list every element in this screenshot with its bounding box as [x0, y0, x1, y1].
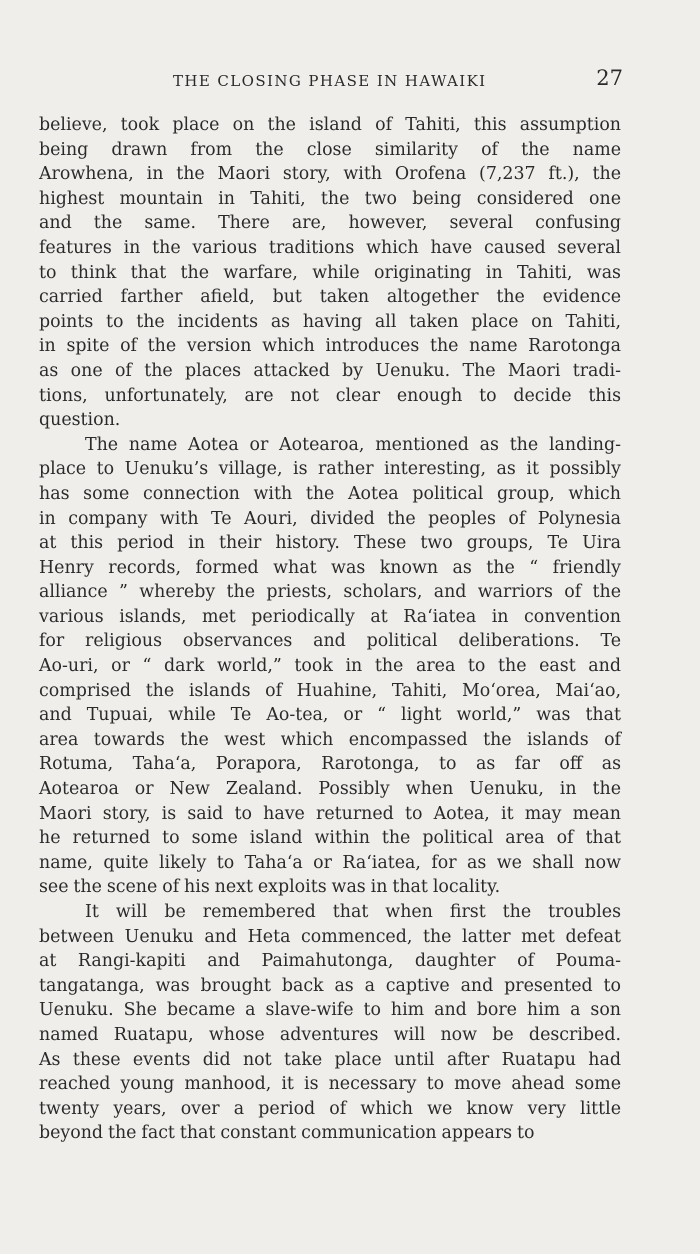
text-line: name, quite likely to Taha‘a or Ra‘iatea, for as we shall now	[39, 852, 621, 873]
text-line: various islands, met periodically at Ra‘iatea in convention	[39, 606, 621, 627]
text-line: in company with Te Aouri, divided the peoples of Polynesia	[39, 508, 621, 529]
text-line: in spite of the version which introduces the name Rarotonga	[39, 336, 621, 357]
text-line: question.	[39, 410, 121, 431]
text-line: alliance ” whereby the priests, scholars, and warriors of the	[39, 582, 621, 603]
text-line: for religious observances and political deliberations. Te	[39, 631, 621, 652]
text-line: carried farther afield, but taken altogether the evidence	[39, 287, 621, 308]
text-line: at Rangi-kapiti and Paimahutonga, daughter of Pouma-	[39, 951, 621, 972]
text-line: comprised the islands of Huahine, Tahiti, Mo‘orea, Mai‘ao,	[39, 680, 621, 701]
text-line: believe, took place on the island of Tahiti, this assumption	[39, 115, 621, 135]
text-line: Uenuku. She became a slave-wife to him and bore him a son	[39, 1000, 621, 1021]
text-line: twenty years, over a period of which we know very little	[39, 1098, 621, 1119]
running-title: THE CLOSING PHASE IN HAWAIKI	[173, 72, 487, 90]
paragraph	[39, 900, 621, 1146]
text-line: Henry records, formed what was known as the “ friendly	[39, 557, 621, 578]
text-line: beyond the fact that constant communication appears to	[39, 1123, 535, 1144]
text-line: It will be remembered that when first the troubles	[85, 902, 621, 922]
text-line: place to Uenuku’s village, is rather interesting, as it possibly	[39, 459, 621, 480]
text-line: at this period in their history. These two groups, Te Uira	[39, 533, 621, 554]
text-line: points to the incidents as having all taken place on Tahiti,	[39, 311, 621, 332]
paragraph	[39, 113, 621, 433]
text-line: As these events did not take place until after Ruatapu had	[39, 1049, 621, 1070]
running-head	[39, 64, 625, 94]
text-line: Ao-uri, or “ dark world,” took in the area to the east and	[39, 656, 621, 677]
text-line: Arowhena, in the Maori story, with Orofena (7,237 ft.), the	[39, 164, 621, 185]
text-line: named Ruatapu, whose adventures will now be described.	[39, 1024, 621, 1045]
text-line: area towards the west which encompassed the islands of	[39, 729, 621, 750]
paragraph	[39, 433, 621, 900]
text-line: Rotuma, Taha‘a, Porapora, Rarotonga, to as far off as	[39, 754, 621, 775]
text-line: has some connection with the Aotea political group, which	[39, 483, 621, 504]
text-line: features in the various traditions which have caused several	[39, 237, 621, 258]
text-line: he returned to some island within the political area of that	[39, 828, 621, 849]
text-line: Maori story, is said to have returned to Aotea, it may mean	[39, 803, 621, 824]
text-line: highest mountain in Tahiti, the two being considered one	[39, 188, 621, 209]
text-line: reached young manhood, it is necessary to move ahead some	[39, 1074, 621, 1095]
text-line: being drawn from the close similarity of the name	[39, 139, 621, 160]
text-line: Aotearoa or New Zealand. Possibly when Uenuku, in the	[39, 779, 621, 800]
text-line: tangatanga, was brought back as a captive and presented to	[39, 975, 621, 996]
text-line: and Tupuai, while Te Ao-tea, or “ light world,” was that	[39, 705, 621, 726]
text-line: as one of the places attacked by Uenuku. The Maori tradi-	[39, 360, 621, 381]
text-line: The name Aotea or Aotearoa, mentioned as the landing-	[85, 434, 621, 455]
text-line: between Uenuku and Heta commenced, the latter met defeat	[39, 926, 621, 947]
text-line: and the same. There are, however, several confusing	[39, 213, 621, 234]
body-text	[39, 113, 621, 1146]
text-line: to think that the warfare, while originating in Tahiti, was	[39, 262, 621, 283]
page-number: 27	[596, 66, 623, 90]
text-line: tions, unfortunately, are not clear enough to decide this	[39, 385, 621, 406]
text-line: see the scene of his next exploits was in that locality.	[39, 877, 501, 898]
